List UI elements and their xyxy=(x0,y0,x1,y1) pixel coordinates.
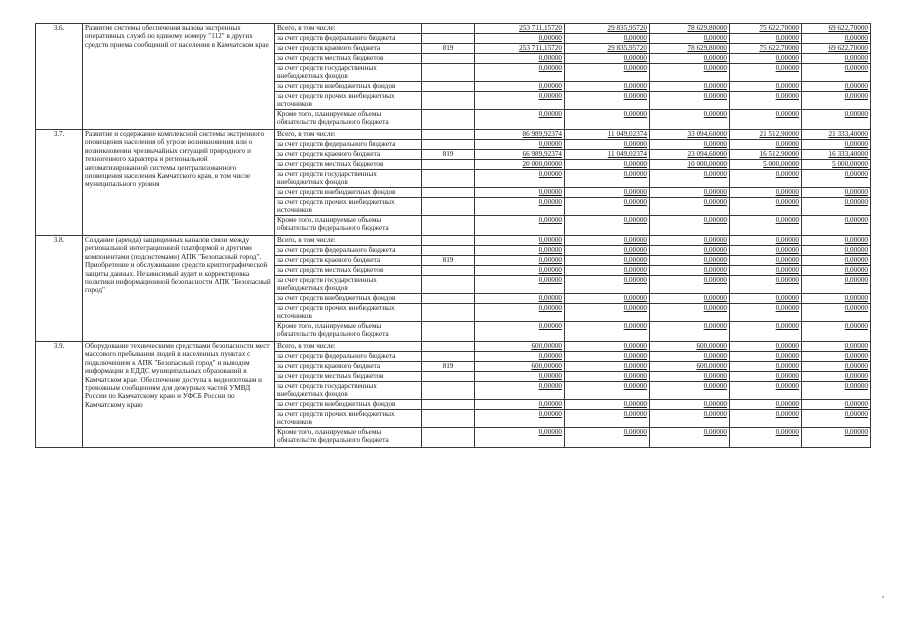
amount-cell: 0,00000 xyxy=(565,352,650,362)
budget-code xyxy=(422,170,475,188)
budget-code xyxy=(422,276,475,294)
budget-code xyxy=(422,198,475,216)
amount-cell: 69 622,70000 xyxy=(802,24,871,34)
amount-cell: 0,00000 xyxy=(802,216,871,236)
amount-cell: 0,00000 xyxy=(565,170,650,188)
amount-cell: 0,00000 xyxy=(475,92,565,110)
amount-cell: 0,00000 xyxy=(802,304,871,322)
amount-cell: 0,00000 xyxy=(650,410,730,428)
amount-cell: 0,00000 xyxy=(730,82,802,92)
amount-cell: 0,00000 xyxy=(475,304,565,322)
budget-code xyxy=(422,294,475,304)
amount-cell: 0,00000 xyxy=(565,236,650,246)
amount-cell: 0,00000 xyxy=(565,140,650,150)
budget-code xyxy=(422,400,475,410)
budget-code xyxy=(422,140,475,150)
amount-cell: 33 094,60000 xyxy=(650,130,730,140)
funding-source: Всего, в том числе: xyxy=(275,24,422,34)
amount-cell: 0,00000 xyxy=(802,382,871,400)
amount-cell: 0,00000 xyxy=(565,110,650,130)
funding-source: за счет средств государственных внебюджетных фондов xyxy=(275,276,422,294)
amount-cell: 0,00000 xyxy=(565,382,650,400)
amount-cell: 0,00000 xyxy=(730,400,802,410)
amount-cell: 0,00000 xyxy=(730,362,802,372)
budget-code xyxy=(422,382,475,400)
scan-artifact xyxy=(882,596,884,598)
budget-code xyxy=(422,304,475,322)
amount-cell: 29 835,95720 xyxy=(565,44,650,54)
funding-source: за счет средств местных бюджетов xyxy=(275,266,422,276)
item-number: 3.9. xyxy=(36,342,83,448)
amount-cell: 0,00000 xyxy=(730,140,802,150)
budget-code xyxy=(422,342,475,352)
amount-cell: 11 049,02374 xyxy=(565,130,650,140)
amount-cell: 0,00000 xyxy=(802,54,871,64)
funding-source: за счет средств краевого бюджета xyxy=(275,150,422,160)
amount-cell: 0,00000 xyxy=(730,110,802,130)
amount-cell: 0,00000 xyxy=(475,266,565,276)
amount-cell: 0,00000 xyxy=(475,322,565,342)
funding-source: Всего, в том числе: xyxy=(275,130,422,140)
amount-cell: 0,00000 xyxy=(802,246,871,256)
amount-cell: 0,00000 xyxy=(802,64,871,82)
amount-cell: 0,00000 xyxy=(565,188,650,198)
amount-cell: 0,00000 xyxy=(802,294,871,304)
funding-source: за счет средств прочих внебюджетных источников xyxy=(275,304,422,322)
amount-cell: 0,00000 xyxy=(802,34,871,44)
budget-code xyxy=(422,246,475,256)
amount-cell: 0,00000 xyxy=(730,372,802,382)
table-row xyxy=(36,24,871,34)
item-description: Оборудование техническими средствами безопасности мест массового пребывания людей в населенных пунктах с подключением к АПК "Безопасный город" и выводом информации в ЕДДС муниципальных образований в Камчатском крае. Обеспечение доступа к видеопотокам и тревожным сообщениям для дежурных частей УМВД России по Камчатскому краю и УФСБ России по Камчатскому краю xyxy=(83,342,275,448)
funding-source: за счет средств федерального бюджета xyxy=(275,140,422,150)
amount-cell: 20 000,00000 xyxy=(475,160,565,170)
amount-cell: 0,00000 xyxy=(650,54,730,64)
item-number: 3.7. xyxy=(36,130,83,236)
funding-source: Кроме того, планируемые объемы обязательств федерального бюджета xyxy=(275,322,422,342)
amount-cell: 0,00000 xyxy=(650,140,730,150)
amount-cell: 253 711,15720 xyxy=(475,24,565,34)
amount-cell: 0,00000 xyxy=(730,170,802,188)
amount-cell: 0,00000 xyxy=(475,276,565,294)
amount-cell: 0,00000 xyxy=(802,82,871,92)
amount-cell: 0,00000 xyxy=(730,410,802,428)
amount-cell: 0,00000 xyxy=(802,170,871,188)
amount-cell: 600,00000 xyxy=(475,342,565,352)
funding-source: Кроме того, планируемые объемы обязательств федерального бюджета xyxy=(275,216,422,236)
amount-cell: 0,00000 xyxy=(802,400,871,410)
amount-cell: 0,00000 xyxy=(475,64,565,82)
amount-cell: 0,00000 xyxy=(802,256,871,266)
amount-cell: 0,00000 xyxy=(565,410,650,428)
amount-cell: 0,00000 xyxy=(650,82,730,92)
funding-source: за счет средств местных бюджетов xyxy=(275,54,422,64)
amount-cell: 0,00000 xyxy=(650,304,730,322)
funding-source: за счет средств краевого бюджета xyxy=(275,44,422,54)
amount-cell: 0,00000 xyxy=(650,34,730,44)
amount-cell: 0,00000 xyxy=(475,382,565,400)
amount-cell: 0,00000 xyxy=(650,92,730,110)
amount-cell: 0,00000 xyxy=(650,276,730,294)
amount-cell: 75 622,70000 xyxy=(730,24,802,34)
funding-source: за счет средств прочих внебюджетных источников xyxy=(275,410,422,428)
funding-source: за счет средств местных бюджетов xyxy=(275,160,422,170)
amount-cell: 0,00000 xyxy=(730,304,802,322)
amount-cell: 600,00000 xyxy=(475,362,565,372)
amount-cell: 0,00000 xyxy=(730,342,802,352)
amount-cell: 0,00000 xyxy=(730,34,802,44)
amount-cell: 0,00000 xyxy=(802,140,871,150)
budget-code xyxy=(422,410,475,428)
funding-source: за счет средств краевого бюджета xyxy=(275,256,422,266)
amount-cell: 23 094,60000 xyxy=(650,150,730,160)
amount-cell: 0,00000 xyxy=(565,82,650,92)
amount-cell: 78 629,80000 xyxy=(650,24,730,34)
amount-cell: 0,00000 xyxy=(650,266,730,276)
amount-cell: 253 711,15720 xyxy=(475,44,565,54)
amount-cell: 600,00000 xyxy=(650,342,730,352)
amount-cell: 0,00000 xyxy=(802,342,871,352)
budget-code xyxy=(422,92,475,110)
amount-cell: 0,00000 xyxy=(730,246,802,256)
amount-cell: 16 333,40000 xyxy=(802,150,871,160)
amount-cell: 0,00000 xyxy=(565,198,650,216)
amount-cell: 0,00000 xyxy=(475,236,565,246)
budget-code xyxy=(422,54,475,64)
amount-cell: 0,00000 xyxy=(730,266,802,276)
budget-code xyxy=(422,352,475,362)
budget-code: 819 xyxy=(422,256,475,266)
table-row xyxy=(36,236,871,246)
amount-cell: 0,00000 xyxy=(650,400,730,410)
funding-source: за счет средств государственных внебюджетных фондов xyxy=(275,382,422,400)
amount-cell: 0,00000 xyxy=(475,216,565,236)
amount-cell: 0,00000 xyxy=(650,294,730,304)
amount-cell: 0,00000 xyxy=(565,34,650,44)
amount-cell: 0,00000 xyxy=(730,54,802,64)
amount-cell: 0,00000 xyxy=(802,236,871,246)
amount-cell: 0,00000 xyxy=(565,304,650,322)
amount-cell: 0,00000 xyxy=(565,428,650,448)
amount-cell: 21 512,90000 xyxy=(730,130,802,140)
amount-cell: 0,00000 xyxy=(565,276,650,294)
amount-cell: 0,00000 xyxy=(730,256,802,266)
budget-code xyxy=(422,188,475,198)
amount-cell: 0,00000 xyxy=(565,160,650,170)
budget-code: 819 xyxy=(422,44,475,54)
amount-cell: 66 989,92374 xyxy=(475,150,565,160)
table-row xyxy=(36,342,871,352)
funding-source: Кроме того, планируемые объемы обязательств федерального бюджета xyxy=(275,110,422,130)
amount-cell: 0,00000 xyxy=(802,92,871,110)
amount-cell: 0,00000 xyxy=(565,400,650,410)
amount-cell: 0,00000 xyxy=(475,188,565,198)
amount-cell: 0,00000 xyxy=(565,266,650,276)
funding-source: за счет средств прочих внебюджетных источников xyxy=(275,92,422,110)
table-row xyxy=(36,130,871,140)
amount-cell: 0,00000 xyxy=(475,246,565,256)
funding-source: за счет средств внебюджетных фондов xyxy=(275,188,422,198)
budget-code xyxy=(422,322,475,342)
budget-code xyxy=(422,236,475,246)
amount-cell: 0,00000 xyxy=(650,246,730,256)
amount-cell: 0,00000 xyxy=(650,382,730,400)
amount-cell: 0,00000 xyxy=(730,352,802,362)
amount-cell: 0,00000 xyxy=(565,54,650,64)
funding-source: за счет средств внебюджетных фондов xyxy=(275,294,422,304)
amount-cell: 0,00000 xyxy=(475,372,565,382)
amount-cell: 0,00000 xyxy=(565,372,650,382)
amount-cell: 0,00000 xyxy=(650,188,730,198)
amount-cell: 0,00000 xyxy=(650,198,730,216)
amount-cell: 0,00000 xyxy=(730,276,802,294)
budget-code xyxy=(422,216,475,236)
amount-cell: 0,00000 xyxy=(565,256,650,266)
item-number: 3.6. xyxy=(36,24,83,130)
amount-cell: 0,00000 xyxy=(650,216,730,236)
amount-cell: 0,00000 xyxy=(730,382,802,400)
amount-cell: 0,00000 xyxy=(730,236,802,246)
amount-cell: 0,00000 xyxy=(802,362,871,372)
amount-cell: 0,00000 xyxy=(475,352,565,362)
funding-source: Всего, в том числе: xyxy=(275,236,422,246)
amount-cell: 0,00000 xyxy=(730,294,802,304)
amount-cell: 0,00000 xyxy=(565,92,650,110)
funding-source: за счет средств местных бюджетов xyxy=(275,372,422,382)
budget-code xyxy=(422,160,475,170)
funding-source: за счет средств федерального бюджета xyxy=(275,352,422,362)
budget-code: 819 xyxy=(422,150,475,160)
amount-cell: 5 000,00000 xyxy=(730,160,802,170)
budget-table xyxy=(35,23,871,448)
amount-cell: 0,00000 xyxy=(802,110,871,130)
amount-cell: 0,00000 xyxy=(802,276,871,294)
funding-source: за счет средств федерального бюджета xyxy=(275,34,422,44)
item-description: Создание (аренда) защищенных каналов связи между региональной интеграционной платформой и другими компонентами (подсистемами) АПК "Безопасный город". Приобретение и обслуживание средств криптографической защиты данных. Независимый аудит и корректировка политики информационной безопасности АПК "Безопасный город" xyxy=(83,236,275,342)
amount-cell: 0,00000 xyxy=(475,294,565,304)
funding-source: за счет средств внебюджетных фондов xyxy=(275,400,422,410)
amount-cell: 0,00000 xyxy=(730,64,802,82)
funding-source: за счет средств краевого бюджета xyxy=(275,362,422,372)
amount-cell: 0,00000 xyxy=(475,400,565,410)
budget-code: 819 xyxy=(422,362,475,372)
item-number: 3.8. xyxy=(36,236,83,342)
budget-code xyxy=(422,110,475,130)
funding-source: Кроме того, планируемые объемы обязательств федерального бюджета xyxy=(275,428,422,448)
budget-code xyxy=(422,130,475,140)
amount-cell: 0,00000 xyxy=(730,198,802,216)
amount-cell: 0,00000 xyxy=(650,372,730,382)
funding-source: за счет средств государственных внебюджетных фондов xyxy=(275,64,422,82)
amount-cell: 0,00000 xyxy=(565,64,650,82)
budget-code xyxy=(422,428,475,448)
amount-cell: 0,00000 xyxy=(475,198,565,216)
amount-cell: 0,00000 xyxy=(802,372,871,382)
amount-cell: 0,00000 xyxy=(802,198,871,216)
amount-cell: 0,00000 xyxy=(565,294,650,304)
amount-cell: 600,00000 xyxy=(650,362,730,372)
amount-cell: 0,00000 xyxy=(475,140,565,150)
amount-cell: 69 622,70000 xyxy=(802,44,871,54)
item-description: Развитие системы обеспечения вызова экстренных оперативных служб по единому номеру "112" в других средств приема сообщений от населения в Камчатском крае xyxy=(83,24,275,130)
amount-cell: 0,00000 xyxy=(475,428,565,448)
funding-source: за счет средств внебюджетных фондов xyxy=(275,82,422,92)
amount-cell: 0,00000 xyxy=(475,256,565,266)
amount-cell: 0,00000 xyxy=(475,34,565,44)
amount-cell: 78 629,80000 xyxy=(650,44,730,54)
amount-cell: 0,00000 xyxy=(730,322,802,342)
amount-cell: 0,00000 xyxy=(650,322,730,342)
amount-cell: 0,00000 xyxy=(650,428,730,448)
amount-cell: 0,00000 xyxy=(650,64,730,82)
amount-cell: 0,00000 xyxy=(730,188,802,198)
amount-cell: 0,00000 xyxy=(650,352,730,362)
amount-cell: 10 000,00000 xyxy=(650,160,730,170)
amount-cell: 75 622,70000 xyxy=(730,44,802,54)
amount-cell: 0,00000 xyxy=(650,236,730,246)
amount-cell: 0,00000 xyxy=(802,352,871,362)
funding-source: за счет средств государственных внебюджетных фондов xyxy=(275,170,422,188)
funding-source: за счет средств федерального бюджета xyxy=(275,246,422,256)
amount-cell: 0,00000 xyxy=(475,82,565,92)
amount-cell: 16 512,90000 xyxy=(730,150,802,160)
amount-cell: 0,00000 xyxy=(802,322,871,342)
amount-cell: 0,00000 xyxy=(730,216,802,236)
budget-code xyxy=(422,372,475,382)
amount-cell: 0,00000 xyxy=(475,170,565,188)
budget-table-body xyxy=(36,24,871,448)
amount-cell: 21 333,40000 xyxy=(802,130,871,140)
amount-cell: 0,00000 xyxy=(475,110,565,130)
item-description: Развитие и содержание комплексной системы экстренного оповещения населения об угрозе возникновения или о возникновении чрезвычайных ситуаций природного и техногенного характера и региональной автоматизированной системы централизованного оповещения населения Камчатского края, в том числе муниципального уровня xyxy=(83,130,275,236)
amount-cell: 0,00000 xyxy=(802,266,871,276)
amount-cell: 11 049,02374 xyxy=(565,150,650,160)
amount-cell: 0,00000 xyxy=(565,362,650,372)
budget-code xyxy=(422,266,475,276)
amount-cell: 86 989,92374 xyxy=(475,130,565,140)
amount-cell: 0,00000 xyxy=(475,410,565,428)
funding-source: за счет средств прочих внебюджетных источников xyxy=(275,198,422,216)
amount-cell: 5 000,00000 xyxy=(802,160,871,170)
budget-code xyxy=(422,24,475,34)
amount-cell: 0,00000 xyxy=(565,216,650,236)
budget-code xyxy=(422,34,475,44)
amount-cell: 0,00000 xyxy=(565,246,650,256)
amount-cell: 0,00000 xyxy=(650,110,730,130)
amount-cell: 0,00000 xyxy=(730,92,802,110)
amount-cell: 0,00000 xyxy=(802,410,871,428)
amount-cell: 0,00000 xyxy=(802,188,871,198)
amount-cell: 29 835,95720 xyxy=(565,24,650,34)
amount-cell: 0,00000 xyxy=(802,428,871,448)
funding-source: Всего, в том числе: xyxy=(275,342,422,352)
amount-cell: 0,00000 xyxy=(730,428,802,448)
amount-cell: 0,00000 xyxy=(475,54,565,64)
amount-cell: 0,00000 xyxy=(565,342,650,352)
amount-cell: 0,00000 xyxy=(650,170,730,188)
amount-cell: 0,00000 xyxy=(650,256,730,266)
budget-code xyxy=(422,82,475,92)
amount-cell: 0,00000 xyxy=(565,322,650,342)
budget-code xyxy=(422,64,475,82)
